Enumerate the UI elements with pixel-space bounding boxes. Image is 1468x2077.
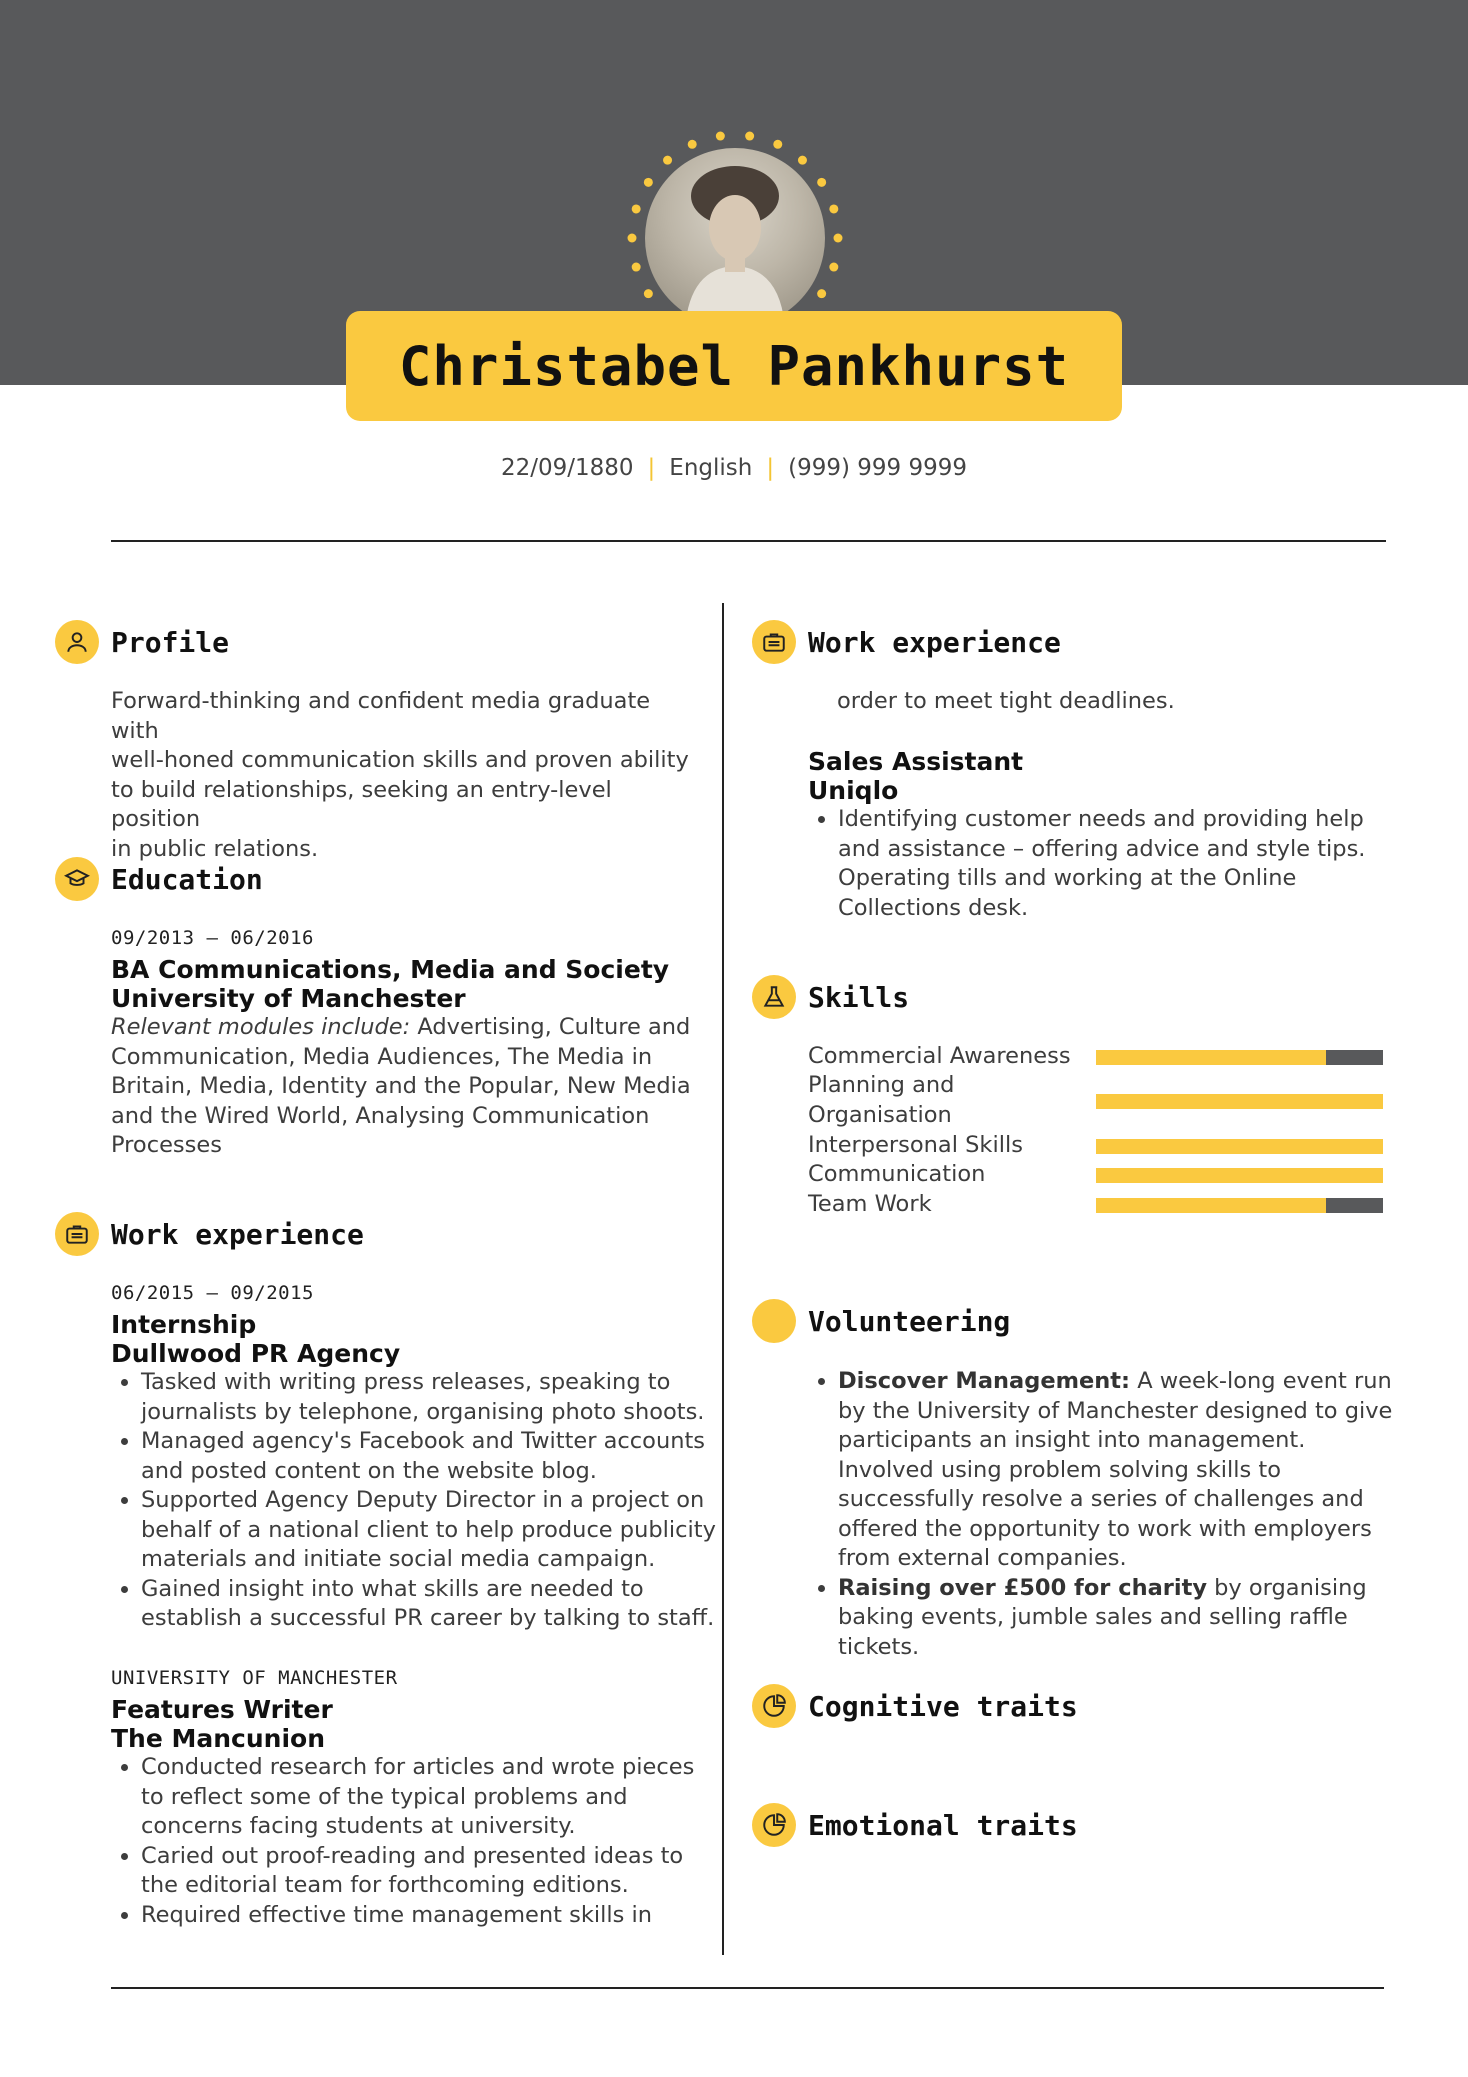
profile-line: well-honed communication skills and proven ability [111,747,689,773]
list-item: • Conducted research for articles and wrote pieces to reflect some of the typical problems and concerns facing students at university. [141,1753,721,1842]
work-continued-text: order to meet tight deadlines. [837,688,1175,714]
modules-first-line: Advertising, Culture and [410,1014,691,1040]
birth-date: 22/09/1880 [500,455,634,481]
job-company: The Mancunion [111,1724,326,1753]
briefcase-icon [752,620,796,664]
list-item [838,1367,1398,1574]
list-item: • Supported Agency Deputy Director in a project on behalf of a national client to help produce publicity materials and initiate social media campaign. [141,1486,721,1575]
job-organisation: UNIVERSITY OF MANCHESTER [111,1667,398,1689]
school-name: University of Manchester [111,984,466,1013]
graduation-cap-icon [55,857,99,901]
column-divider [722,603,724,1955]
profile-heading: Profile [111,626,230,659]
skill-label: Communication [808,1161,986,1187]
job-title: Features Writer [111,1695,333,1724]
name-banner [346,311,1122,421]
volunteering-title: Discover Management: [838,1368,1131,1394]
contact-separator: | [766,455,775,481]
modules-line: Processes [111,1132,222,1158]
job-title: Sales Assistant [808,747,1024,776]
skill-bar-fill [1096,1198,1326,1213]
contact-separator: | [647,455,656,481]
skill-label: Planning and Organisation [808,1072,955,1128]
ring-dot [716,132,725,141]
modules-line: and the Wired World, Analysing Communication [111,1102,650,1129]
list-item: • Gained insight into what skills are needed to establish a successful PR career by talking to staff. [141,1575,721,1634]
portrait-illustration [645,148,825,328]
education-modules [111,1013,711,1161]
flask-icon [752,975,796,1019]
list-item: • Managed agency's Facebook and Twitter accounts and posted content on the website blog. [141,1427,721,1486]
job-company: Dullwood PR Agency [111,1339,401,1368]
profile-photo [645,148,825,328]
list-item [838,1574,1398,1663]
job-bullets [111,1753,721,1930]
cognitive-traits-heading: Cognitive traits [808,1690,1078,1723]
skill-bar-fill [1096,1094,1383,1109]
job-bullets [808,805,1378,923]
skill-label: Commercial Awareness [808,1043,1071,1069]
volunteering-bullets [808,1367,1398,1662]
skill-label: Interpersonal Skills [808,1132,1023,1158]
modules-line: Britain, Media, Identity and the Popular, New Media [111,1073,691,1099]
ring-dot [829,204,838,213]
skill-bar-fill [1096,1050,1326,1065]
job-date: 06/2015 – 09/2015 [111,1282,314,1304]
pie-chart-icon [752,1803,796,1847]
job-company: Uniqlo [808,776,899,805]
modules-label: Relevant modules include: [111,1014,411,1040]
job-title: Internship [111,1310,257,1339]
top-divider [111,540,1386,542]
profile-line: in public relations. [111,835,319,862]
ring-dot [663,156,672,165]
skill-bar [1096,1198,1383,1213]
volunteering-heading: Volunteering [808,1305,1011,1338]
work-heading-continued: Work experience [808,626,1061,659]
ring-dot [798,156,807,165]
profile-line: Forward-thinking and confident media graduate with [111,688,651,744]
job-bullets [111,1368,721,1634]
contact-line [0,455,1468,481]
briefcase-icon [55,1212,99,1256]
skill-bar-fill [1096,1139,1383,1154]
emotional-traits-heading: Emotional traits [808,1809,1078,1842]
ring-dot [632,204,641,213]
degree-title: BA Communications, Media and Society [111,955,670,984]
list-item: • Required effective time management skills in [141,1901,721,1931]
profile-line: to build relationships, seeking an entry-level position [111,776,612,832]
ring-dot [773,140,782,149]
ring-dot [632,263,641,272]
circle-icon [752,1299,796,1343]
skill-bar [1096,1168,1383,1183]
profile-text [111,687,701,864]
skill-bar [1096,1050,1383,1065]
full-name: Christabel Pankhurst [398,334,1070,398]
skill-bar-fill [1096,1168,1383,1183]
modules-line: Communication, Media Audiences, The Media in [111,1043,653,1070]
ring-dot [745,132,754,141]
education-heading: Education [111,863,263,896]
skill-label: Team Work [808,1191,932,1217]
pie-chart-icon [752,1684,796,1728]
ring-dot [644,178,653,187]
ring-dot [817,289,826,298]
skill-bar [1096,1139,1383,1154]
user-icon [55,620,99,664]
skill-bar [1096,1094,1383,1109]
work-heading: Work experience [111,1218,364,1251]
ring-dot [688,140,697,149]
skills-heading: Skills [808,981,910,1014]
education-date: 09/2013 – 06/2016 [111,927,314,949]
phone-number[interactable]: (999) 999 9999 [788,455,968,481]
bottom-divider [111,1987,1384,1989]
list-item: • Identifying customer needs and providing help and assistance – offering advice and style tips. Operating tills and working at the Online Collections desk. [838,805,1378,923]
ring-dot [628,234,637,243]
volunteering-text: by organising baking events, jumble sales and selling raffle tickets. [838,1574,1367,1660]
volunteering-title: Raising over £500 for charity [838,1574,1207,1601]
volunteering-text: A week-long event run by the University of Manchester designed to give participants an insight into management. Involved using problem solving skills to successfully resolve a series of challenges and offered the opportunity to work with employers from external companies. [838,1368,1393,1571]
list-item: • Caried out proof-reading and presented ideas to the editorial team for forthcoming editions. [141,1842,721,1901]
ring-dot [644,289,653,298]
list-item: • Tasked with writing press releases, speaking to journalists by telephone, organising photo shoots. [141,1368,721,1427]
ring-dot [817,178,826,187]
ring-dot [829,263,838,272]
ring-dot [834,234,843,243]
language: English [669,455,753,481]
